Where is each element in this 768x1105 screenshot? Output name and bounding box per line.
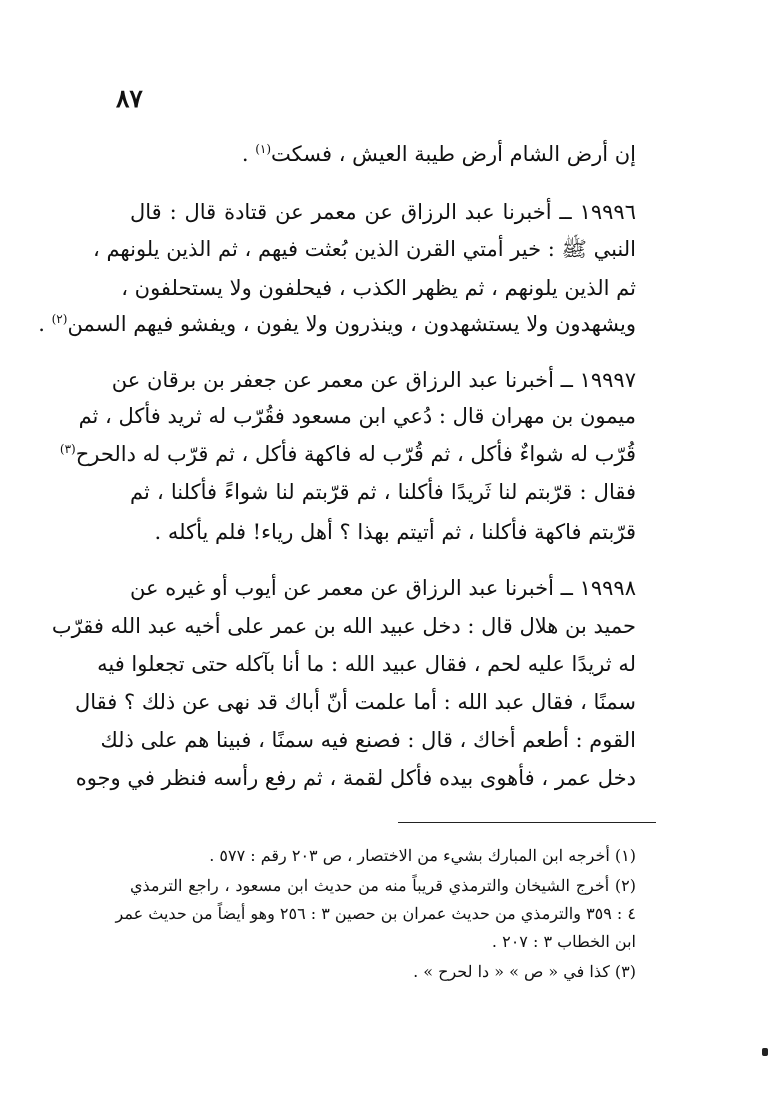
paragraph-line: القوم : أطعم أخاك ، قال : فصنع فيه سمنًا ، فبينا هم على ذلك — [100, 728, 636, 752]
paragraph-line: دخل عمر ، فأهوى بيده فأكل لقمة ، ثم رفع رأسه فنظر في وجوه — [75, 766, 636, 790]
text: . — [38, 312, 52, 336]
footnote: ابن الخطاب ٣ : ٢٠٧ . — [491, 932, 636, 951]
page-number: ٨٧ — [116, 84, 143, 113]
footnote-ref: (٢) — [51, 312, 68, 326]
paragraph-line — [130, 142, 636, 166]
paragraph-line: النبي ﷺ : خير أمتي القرن الذين بُعثت فيهم ، ثم الذين يلونهم ، — [93, 237, 636, 261]
text: ويشهدون ولا يستشهدون ، وينذرون ولا يفون ، ويفشو فيهم السمن — [67, 312, 636, 336]
paragraph-line — [38, 312, 636, 336]
paragraph-line: ١٩٩٩٧ ــ أخبرنا عبد الرزاق عن معمر عن جعفر بن برقان عن — [111, 368, 636, 392]
footnote: ٤ : ٣٥٩ والترمذي من حديث عمران بن حصين ٣ : ٢٥٦ وهو أيضاً من حديث عمر — [115, 904, 636, 923]
footnote-divider — [398, 822, 656, 823]
paragraph-line: له ثريدًا عليه لحم ، فقال عبيد الله : ما أنا بآكله حتى تجعلوا فيه — [97, 652, 636, 676]
paragraph-line: ١٩٩٩٨ ــ أخبرنا عبد الرزاق عن معمر عن أيوب أو غيره عن — [130, 576, 636, 600]
paragraph-line: حميد بن هلال قال : دخل عبيد الله بن عمر على أخيه عبد الله فقرّب — [51, 614, 636, 638]
paragraph-line — [59, 442, 636, 466]
text: إن أرض الشام أرض طيبة العيش ، فسكت — [271, 142, 636, 166]
paragraph-line: قرّبتم فاكهة فأكلنا ، ثم أتيتم بهذا ؟ أهل رياء! فلم يأكله . — [154, 520, 636, 544]
paragraph-line: ثم الذين يلونهم ، ثم يظهر الكذب ، فيحلفون ولا يستحلفون ، — [121, 276, 636, 300]
text: . — [241, 142, 256, 166]
footnote-ref: (١) — [255, 142, 272, 156]
paragraph-line: فقال : قرّبتم لنا ثَريدًا فأكلنا ، ثم قرّبتم لنا شواءً فأكلنا ، ثم — [130, 480, 636, 504]
footnote: (٢) أخرج الشيخان والترمذي قريباً منه من حديث ابن مسعود ، راجع الترمذي — [130, 876, 636, 895]
footnote-ref: (٣) — [59, 442, 76, 456]
paragraph-line: ميمون بن مهران قال : دُعي ابن مسعود فقُرّب له ثريد فأكل ، ثم — [78, 404, 636, 428]
paragraph-line: سمنًا ، فقال عبد الله : أما علمت أنّ أباك قد نهى عن ذلك ؟ فقال — [75, 690, 636, 714]
paragraph-line: ١٩٩٩٦ ــ أخبرنا عبد الرزاق عن معمر عن قتادة قال : قال — [130, 200, 636, 224]
footnote: (١) أخرجه ابن المبارك بشيء من الاختصار ، ص ٢٠٣ رقم : ٥٧٧ . — [209, 846, 636, 865]
scan-edge-mark — [762, 1048, 768, 1056]
text: قُرّب له شواءٌ فأكل ، ثم قُرّب له فاكهة فأكل ، ثم قرّب له دالحرح — [75, 442, 636, 466]
footnote: (٣) كذا في « ص » « دا لحرح » . — [413, 962, 636, 981]
